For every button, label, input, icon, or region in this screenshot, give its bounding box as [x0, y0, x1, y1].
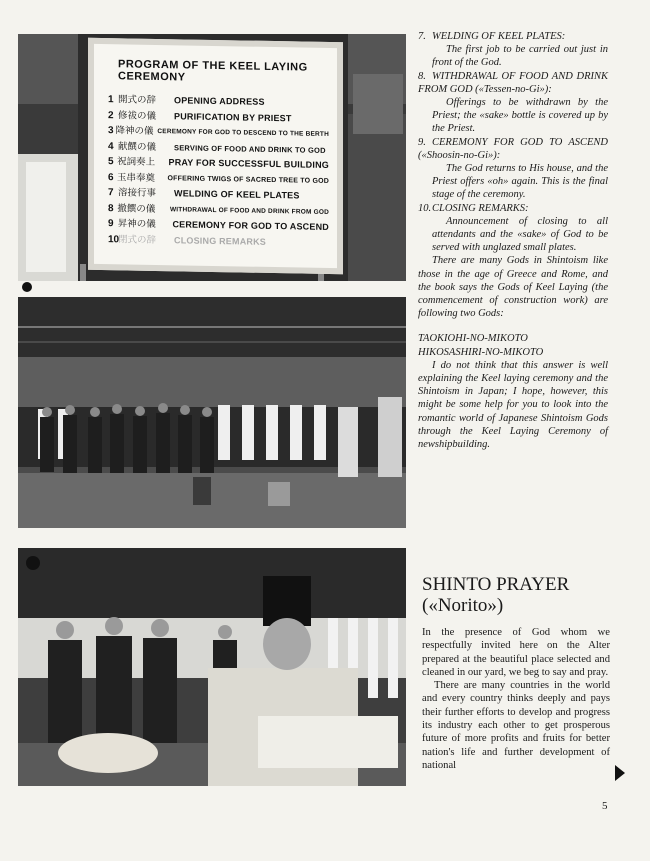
sign-row-number: 4: [108, 140, 114, 152]
step-number: 9.: [418, 136, 426, 148]
page-number: 5: [602, 800, 608, 812]
sign-row-number: 3: [108, 125, 114, 137]
sign-row-english: CEREMONY FOR GOD TO DESCEND TO THE BERTH: [157, 127, 329, 138]
sign-row-japanese: 溶接行事: [118, 187, 157, 199]
prayer-paragraph: There are many countries in the world and every country thinks deeply and pays their further efforts to develop and progress its industry each other to get prosperous future of more profits and fruits for better nation's life and further development of national: [422, 680, 610, 771]
sign-row-english: WITHDRAWAL OF FOOD AND DRINK FROM GOD: [169, 205, 329, 216]
priest-prayer-illustration: [18, 548, 406, 786]
step-description: Offerings to be withdrawn by the Priest; the «sake» bottle is covered up by the Priest.: [432, 97, 608, 135]
closing-paragraph: I do not think that this answer is well explaining the Keel laying ceremony and the Shintoism in Japan; I hope, however, this might be some help for you to look into the romantic world of Japanese Shintoism Gods through the Keel Laying Ceremony of newshipbuilding.: [418, 359, 608, 451]
step-heading: [418, 202, 608, 215]
sign-row-japanese: 閉式の辞: [118, 233, 157, 246]
step-number: 8.: [418, 70, 426, 82]
sign-title: PROGRAM OF THE KEEL LAYING CEREMONY: [118, 58, 308, 84]
step-number: 10.: [418, 202, 432, 214]
sign-row-english: CLOSING REMARKS: [174, 234, 267, 247]
sign-row-number: 10: [108, 233, 120, 245]
step-heading: [418, 70, 608, 96]
god-name: TAOKIOHI-NO-MIKOTO: [418, 333, 528, 345]
sign-row-number: 7: [108, 187, 114, 199]
program-sign-photo: [18, 34, 406, 281]
continue-arrow-icon: [615, 765, 625, 781]
sign-row-english: PURIFICATION BY PRIEST: [174, 110, 292, 123]
sign-row-number: 1: [108, 94, 114, 106]
sign-row-number: 9: [108, 218, 114, 230]
sign-row-japanese: 修祓の儀: [118, 109, 157, 122]
prayer-subtitle: («Norito»): [422, 595, 504, 616]
program-sign: [88, 38, 343, 274]
step-description: The God returns to His house, and the Priest offers «oh» again. This is the final stage of the ceremony.: [432, 163, 608, 201]
step-title: CEREMONY FOR GOD TO ASCEND («Shoosin-no-Gi»):: [418, 136, 608, 161]
priest-prayer-photo: [18, 548, 406, 786]
sign-row-english: CEREMONY FOR GOD TO ASCEND: [172, 219, 329, 232]
gods-paragraph: There are many Gods in Shintoism like those in the age of Greece and Rome, and the book says the Gods of Keel Laying (the commencement of construction work) are following two Gods:: [418, 255, 608, 320]
sign-row-number: 5: [108, 156, 114, 168]
binder-hole: [22, 282, 32, 292]
sign-row-japanese: 昇神の儀: [117, 218, 156, 230]
ceremony-steps-column: [418, 30, 608, 451]
step-heading: [418, 30, 608, 43]
sign-row-english: PRAY FOR SUCCESSFUL BUILDING: [168, 157, 329, 170]
sign-row-english: OFFERING TWIGS OF SACRED TREE TO GOD: [167, 174, 329, 185]
sign-row-english: OPENING ADDRESS: [174, 95, 265, 107]
ceremony-hall-photo: [18, 297, 406, 528]
ceremony-hall-illustration: [18, 297, 406, 528]
sign-row-japanese: 献饌の儀: [118, 140, 157, 153]
step-title: CLOSING REMARKS:: [432, 202, 529, 214]
step-number: 7.: [418, 31, 426, 42]
sign-row-number: 8: [108, 202, 114, 214]
step-description: Announcement of closing to all attendants and the «sake» of God to be served with unglazed small plates.: [432, 215, 608, 254]
prayer-text: [422, 626, 610, 772]
sign-row-japanese: 降神の儀: [115, 125, 154, 137]
step-heading: [418, 136, 608, 162]
sign-row-english: WELDING OF KEEL PLATES: [174, 188, 300, 201]
step-description: The first job to be carried out just in front of the God.: [432, 44, 608, 69]
god-name: HIKOSASHIRI-NO-MIKOTO: [418, 346, 544, 358]
sign-row-japanese: 開式の辞: [118, 94, 157, 106]
sign-row-japanese: 祝詞奏上: [117, 156, 156, 168]
step-title: WELDING OF KEEL PLATES:: [432, 31, 566, 42]
prayer-title: SHINTO PRAYER: [422, 574, 570, 595]
sign-row-japanese: 撤饌の儀: [117, 202, 156, 215]
sign-row-japanese: 玉串奉奠: [117, 171, 156, 184]
sign-row-number: 6: [108, 171, 114, 183]
prayer-paragraph: In the presence of God whom we respectfully invited here on the Alter prepared at the beautiful place selected and cleaned in our yard, we beg to say and pray.: [422, 627, 610, 678]
sign-row-number: 2: [108, 109, 114, 121]
sign-row-english: SERVING OF FOOD AND DRINK TO GOD: [174, 142, 326, 155]
binder-hole: [26, 556, 40, 570]
gods-list: [418, 332, 608, 358]
step-title: WITHDRAWAL OF FOOD AND DRINK FROM GOD («Tessen-no-Gi»):: [418, 70, 608, 95]
prayer-heading: [422, 574, 622, 616]
